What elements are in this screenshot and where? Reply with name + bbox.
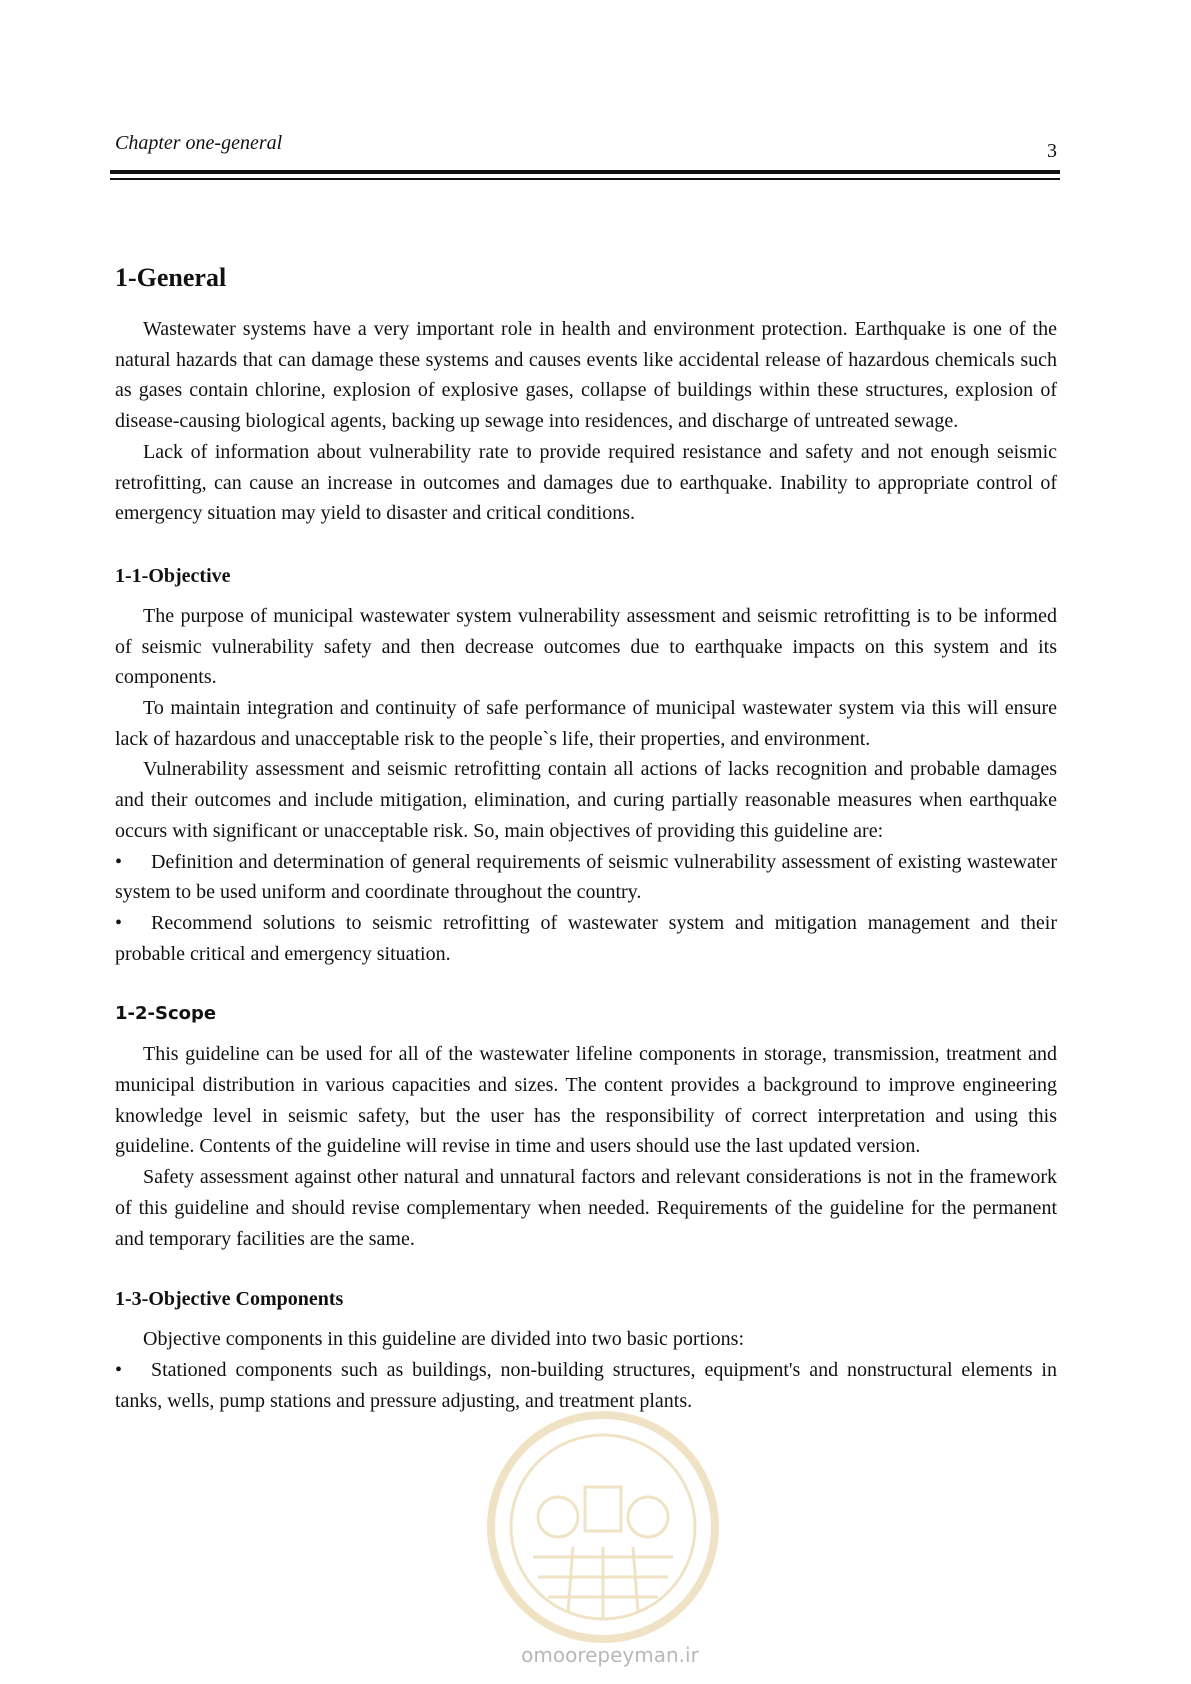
header-rule-thick	[110, 170, 1060, 174]
section-heading-objective: 1-1-Objective	[115, 564, 231, 587]
bullet-item	[115, 908, 1057, 969]
paragraph: This guideline can be used for all of the wastewater lifeline components in storage, transmission, treatment and municipal distribution in various capacities and sizes. The content provides a background to improve engineering knowledge level in seismic safety, but the user has the responsibility of correct interpretation and using this guideline. Contents of the guideline will revise in time and users should use the last updated version.	[115, 1043, 1057, 1158]
bullet-icon: •	[115, 850, 123, 873]
body-content	[115, 258, 1057, 1416]
section-heading-scope: 1-2-Scope	[115, 1003, 217, 1025]
bullet-text: Stationed components such as buildings, non-building structures, equipment's and nonstructural elements in tanks, wells, pump stations and pressure adjusting, and treatment plants.	[115, 1358, 1057, 1412]
bullet-icon: •	[115, 1358, 123, 1381]
paragraph: Safety assessment against other natural and unnatural factors and relevant considerations is not in the framework of this guideline and should revise complementary when needed. Requirements of the guideline for the permanent and temporary facilities are the same.	[115, 1166, 1057, 1250]
running-header	[115, 132, 1057, 162]
paragraph: Vulnerability assessment and seismic retrofitting contain all actions of lacks recognition and probable damages and their outcomes and include mitigation, elimination, and curing partially reasonable measures when earthquake occurs with significant or unacceptable risk. So, main objectives of providing this guideline are:	[115, 758, 1057, 842]
chapter-title: Chapter one-general	[115, 132, 283, 154]
page-number: 3	[1047, 140, 1057, 162]
paragraph: Objective components in this guideline are divided into two basic portions:	[143, 1328, 744, 1351]
watermark-seal-icon	[483, 1407, 723, 1647]
bullet-icon: •	[115, 911, 123, 934]
paragraph: The purpose of municipal wastewater system vulnerability assessment and seismic retrofitting is to be informed of seismic vulnerability safety and then decrease outcomes due to earthquake impacts on this system and its components.	[115, 604, 1057, 689]
section-heading-general: 1-General	[115, 263, 227, 292]
watermark-text: omoorepeyman.ir	[521, 1643, 699, 1667]
paragraph: To maintain integration and continuity of safe performance of municipal wastewater system via this will ensure lack of hazardous and unacceptable risk to the people`s life, their properties, and environment.	[115, 697, 1057, 750]
bullet-item	[115, 847, 1057, 908]
header-rule-thin	[110, 178, 1060, 180]
section-heading-objective-components: 1-3-Objective Components	[115, 1288, 344, 1311]
paragraph: Lack of information about vulnerability rate to provide required resistance and safety and not enough seismic retrofitting, can cause an increase in outcomes and damages due to earthquake. Inability to appropriate control of emergency situation may yield to disaster and critical conditions.	[115, 440, 1057, 525]
bullet-text: Recommend solutions to seismic retrofitting of wastewater system and mitigation management and their probable critical and emergency situation.	[115, 911, 1057, 965]
bullet-text: Definition and determination of general requirements of seismic vulnerability assessment of existing wastewater system to be used uniform and coordinate throughout the country.	[115, 850, 1057, 904]
paragraph: Wastewater systems have a very important role in health and environment protection. Earthquake is one of the natural hazards that can damage these systems and causes events like accidental release of hazardous chemicals such as gases contain chlorine, explosion of explosive gases, collapse of buildings within these structures, explosion of disease-causing biological agents, backing up sewage into residences, and discharge of untreated sewage.	[115, 318, 1057, 433]
